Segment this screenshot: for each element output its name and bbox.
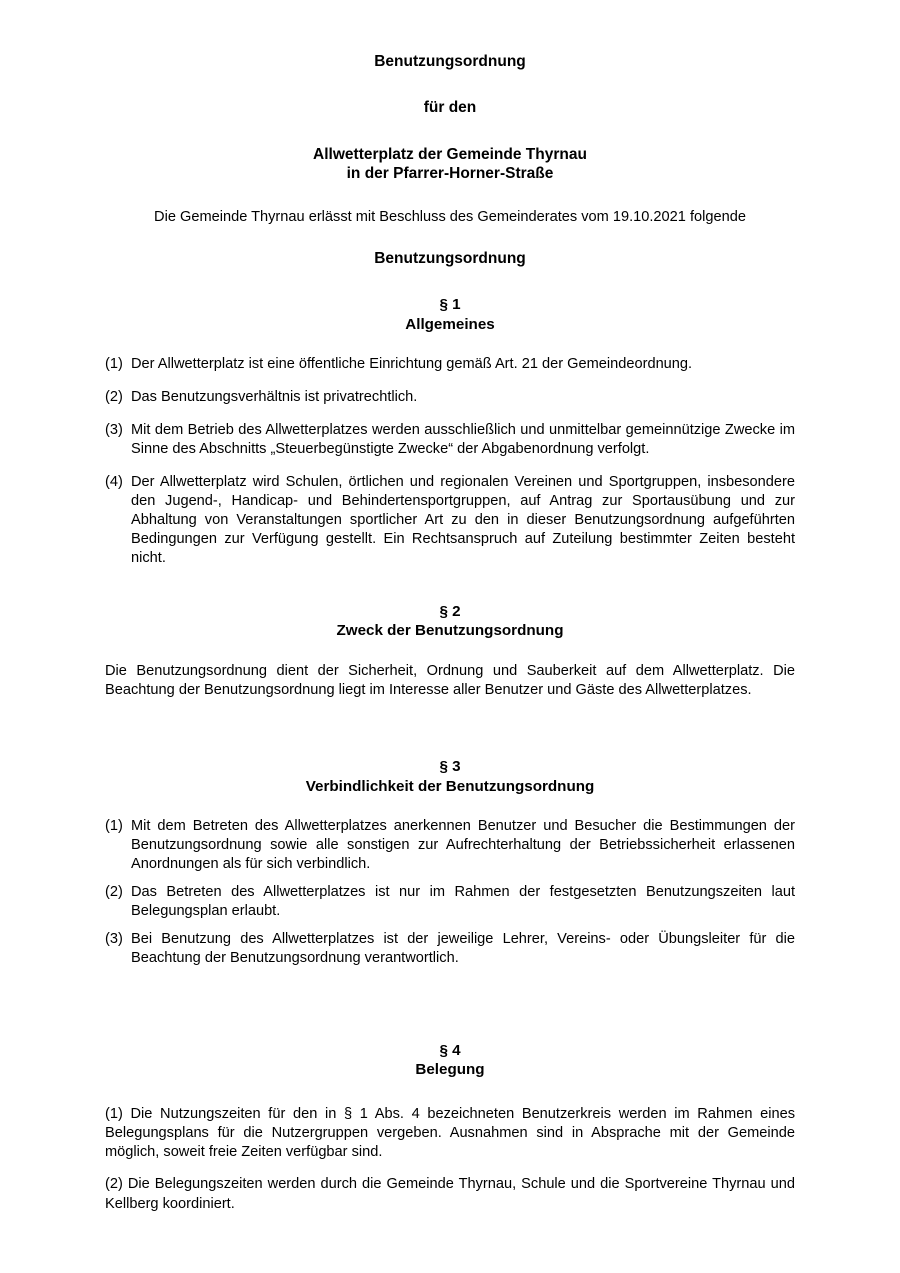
section-title-2: Zweck der Benutzungsordnung (336, 622, 564, 640)
list-item-marker: (1) (105, 355, 123, 372)
list-item-text: Bei Benutzung des Allwetterplatzes ist der jeweilige Lehrer, Vereins- oder Übungsleiter für die Beachtung der Benutzungsordnung verantwortlich. (131, 931, 795, 967)
paragraph: (2) Die Belegungszeiten werden durch die Gemeinde Thyrnau, Schule und die Sportvereine Thyrnau und Kellberg koordiniert. (105, 1176, 795, 1212)
section-heading-3 (105, 757, 795, 797)
paragraph: Die Benutzungsordnung dient der Sicherheit, Ordnung und Sauberkeit auf dem Allwetterplatz. Die Beachtung der Benutzungsordnung liegt im Interesse aller Benutzer und Gäste des Allwetterplatzes. (105, 663, 795, 699)
list-item-text: Das Betreten des Allwetterplatzes ist nur im Rahmen der festgesetzten Benutzungszeiten laut Belegungsplan erlaubt. (131, 884, 795, 920)
list-item (105, 421, 795, 459)
section-number-4: § 4 (439, 1041, 461, 1059)
list-item (105, 355, 795, 374)
section-body-1 (105, 355, 795, 569)
list-item-marker: (2) (105, 884, 123, 901)
list-item (105, 930, 795, 968)
section-number-3: § 3 (439, 758, 461, 776)
facility-heading (105, 145, 795, 185)
document-content (105, 0, 795, 1214)
list-item-marker: (4) (105, 474, 123, 491)
facility-name: Allwetterplatz der Gemeinde Thyrnau (313, 145, 587, 163)
list-item-text: Mit dem Betrieb des Allwetterplatzes werden ausschließlich und unmittelbar gemeinnützige Zwecke im Sinne des Abschnitts „Steuerbegünstigte Zwecke“ der Abgabenordnung verfolgt. (131, 421, 795, 457)
document-title: Benutzungsordnung (374, 53, 526, 70)
list-item (105, 817, 795, 874)
list-item (105, 473, 795, 569)
section-heading-2 (105, 602, 795, 642)
section-body-2 (105, 662, 795, 700)
list-item-marker: (1) (105, 817, 123, 834)
document-subtitle: Benutzungsordnung (374, 250, 526, 268)
section-heading-1 (105, 295, 795, 335)
section-number-2: § 2 (439, 602, 461, 620)
list-item-marker: (3) (105, 421, 123, 438)
facility-address: in der Pfarrer-Horner-Straße (346, 165, 554, 183)
section-body-4 (105, 1105, 795, 1214)
section-heading-4 (105, 1041, 795, 1081)
list-item-marker: (2) (105, 388, 123, 405)
list-item (105, 388, 795, 407)
enactment-line: Die Gemeinde Thyrnau erlässt mit Beschluss des Gemeinderates vom 19.10.2021 folgende (154, 209, 746, 226)
section-body-3 (105, 817, 795, 969)
list-item-text: Mit dem Betreten des Allwetterplatzes anerkennen Benutzer und Besucher die Bestimmungen der Benutzungsordnung sowie alle sonstigen zur Aufrechterhaltung der Betriebssicherheit erlassenen Anordnungen als für sich verbindlich. (131, 817, 795, 873)
section-number-1: § 1 (439, 296, 461, 314)
list-item-text: Der Allwetterplatz ist eine öffentliche Einrichtung gemäß Art. 21 der Gemeindeordnung. (131, 355, 693, 372)
section-title-1: Allgemeines (405, 315, 495, 333)
section-title-3: Verbindlichkeit der Benutzungsordnung (305, 778, 595, 796)
document-for-line: für den (423, 98, 477, 116)
list-item-marker: (3) (105, 931, 123, 948)
section-title-4: Belegung (415, 1061, 485, 1079)
list-item-text: Der Allwetterplatz wird Schulen, örtlichen und regionalen Vereinen und Sportgruppen, insbesondere den Jugend-, Handicap- und Behindertensportgruppen, auf Antrag zur Sportausübung und zur Abhaltung von Veranstaltungen sportlicher Art zu den in dieser Benutzungsordnung aufgeführten Bedingungen zur Verfügung gestellt. Ein Rechtsanspruch auf Zuteilung bestimmter Zeiten besteht nicht. (131, 474, 795, 567)
paragraph: (1) Die Nutzungszeiten für den in § 1 Abs. 4 bezeichneten Benutzerkreis werden im Rahmen eines Belegungsplans für die Nutzergruppen vergeben. Ausnahmen sind in Absprache mit der Gemeinde möglich, soweit freie Zeiten verfügbar sind. (105, 1106, 795, 1161)
list-item (105, 883, 795, 921)
list-item-text: Das Benutzungsverhältnis ist privatrechtlich. (131, 388, 418, 405)
